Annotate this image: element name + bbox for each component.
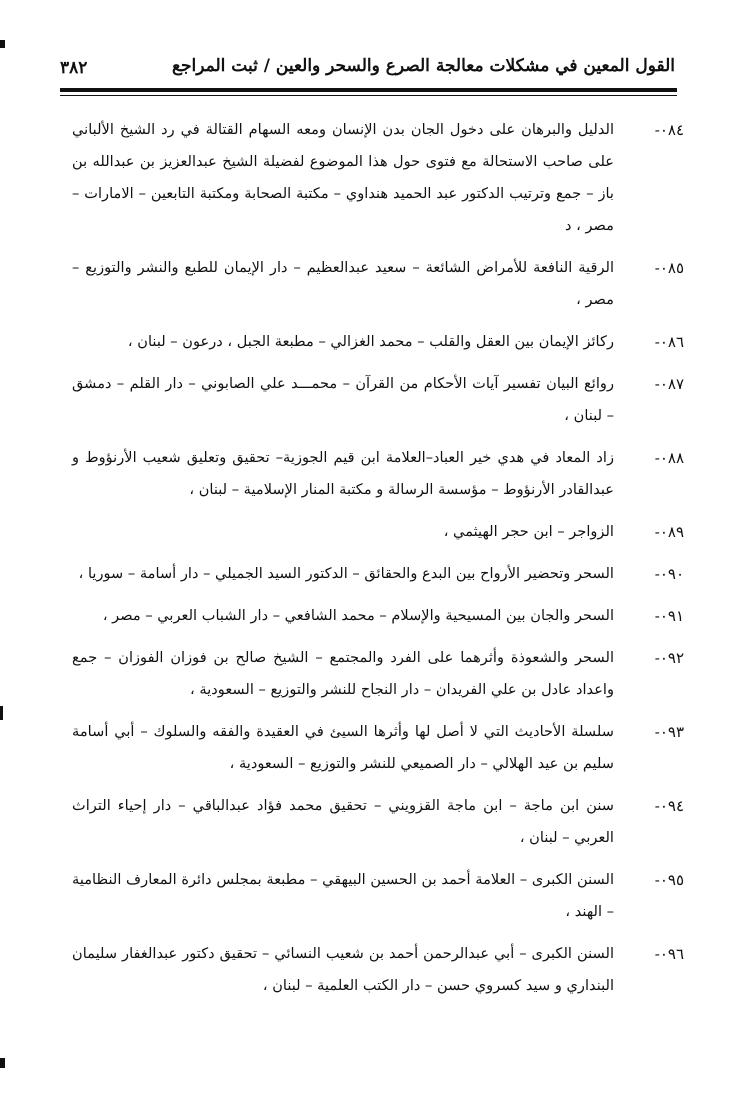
page-header [60,52,675,88]
reference-entry-085 [72,252,684,316]
reference-entry-087 [72,368,684,432]
entry-text: الزواجر – ابن حجر الهيثمي ، [443,523,614,540]
entry-text: السنن الكبرى – العلامة أحمد بن الحسين البيهقي – مطبعة بمجلس دائرة المعارف النظامية – الهند ، [72,871,614,920]
entry-number: ٠٨٦- [654,333,684,351]
reference-entry-093 [72,716,684,780]
entry-number: ٠٩٦- [654,945,684,963]
entry-text: الدليل والبرهان على دخول الجان بدن الإنسان ومعه السهام القتالة في رد الشيخ الألباني على صاحب الاستحالة مع فتوى حول هذا الموضوع لفضيلة الشيخ عبدالعزيز بن عبدالله بن باز – جمع وترتيب الدكتور عبد الحميد هنداوي – مكتبة الصحابة ومكتبة التابعين – الامارات – مصر ، د [72,121,614,234]
entry-number: ٠٨٥- [654,259,684,277]
reference-entry-094 [72,790,684,854]
reference-entry-088 [72,442,684,506]
entry-text: السنن الكبرى – أبي عبدالرحمن أحمد بن شعيب النسائي – تحقيق دكتور عبدالغفار سليمان البنداري و سيد كسروي حسن – دار الكتب العلمية – لبنان ، [72,945,614,994]
entry-number: ٠٩٥- [654,871,684,889]
reference-entry-086 [72,326,684,358]
reference-entry-092 [72,642,684,706]
reference-entry-090 [72,558,684,590]
reference-list [72,114,684,1012]
reference-entry-096 [72,938,684,1002]
entry-number: ٠٩٠- [654,565,684,583]
entry-text: السحر والجان بين المسيحية والإسلام – محمد الشافعي – دار الشباب العربي – مصر ، [102,607,614,624]
scan-edge-mark-middle [0,706,3,720]
entry-number: ٠٨٨- [654,449,684,467]
entry-text: الرقية النافعة للأمراض الشائعة – سعيد عبدالعظيم – دار الإيمان للطبع والنشر والتوزيع – مصر ، [72,259,614,308]
scan-edge-mark-bottom [0,1058,5,1068]
entry-number: ٠٨٤- [654,121,684,139]
entry-number: ٠٩١- [654,607,684,625]
entry-text: روائع البيان تفسير آيات الأحكام من القرآن – محمـــد علي الصابوني – دار القلم – دمشق – لبنان ، [72,375,614,424]
reference-entry-091 [72,600,684,632]
scan-edge-mark-top [0,40,5,48]
entry-text: سنن ابن ماجة – ابن ماجة القزويني – تحقيق محمد فؤاد عبدالباقي – دار إحياء التراث العربي – لبنان ، [72,797,614,846]
header-rule-thick [60,88,677,92]
reference-entry-089 [72,516,684,548]
entry-number: ٠٨٧- [654,375,684,393]
reference-entry-084 [72,114,684,242]
entry-text: زاد المعاد في هدي خير العباد–العلامة ابن قيم الجوزية– تحقيق وتعليق شعيب الأرنؤوط و عبدالقادر الأرنؤوط – مؤسسة الرسالة و مكتبة المنار الإسلامية – لبنان ، [72,449,614,498]
running-title: القول المعين في مشكلات معالجة الصرع والسحر والعين / ثبت المراجع [171,56,675,76]
entry-number: ٠٨٩- [654,523,684,541]
entry-number: ٠٩٢- [654,649,684,667]
entry-text: السحر وتحضير الأرواح بين البدع والحقائق – الدكتور السيد الجميلي – دار أسامة – سوريا ، [78,565,614,582]
entry-text: سلسلة الأحاديث التي لا أصل لها وأثرها السيئ في العقيدة والفقه والسلوك – أبي أسامة سليم بن عيد الهلالي – دار الصميعي للنشر والتوزيع – السعودية ، [72,723,614,772]
entry-text: السحر والشعوذة وأثرهما على الفرد والمجتمع – الشيخ صالح بن فوزان الفوزان – جمع واعداد عادل بن علي الفريدان – دار النجاح للنشر والتوزيع – السعودية ، [72,649,614,698]
page-number: ٣٨٢ [60,58,88,78]
entry-text: ركائز الإيمان بين العقل والقلب – محمد الغزالي – مطبعة الجبل ، درعون – لبنان ، [127,333,614,350]
entry-number: ٠٩٣- [654,723,684,741]
entry-number: ٠٩٤- [654,797,684,815]
reference-entry-095 [72,864,684,928]
header-rule-thin [60,95,677,96]
